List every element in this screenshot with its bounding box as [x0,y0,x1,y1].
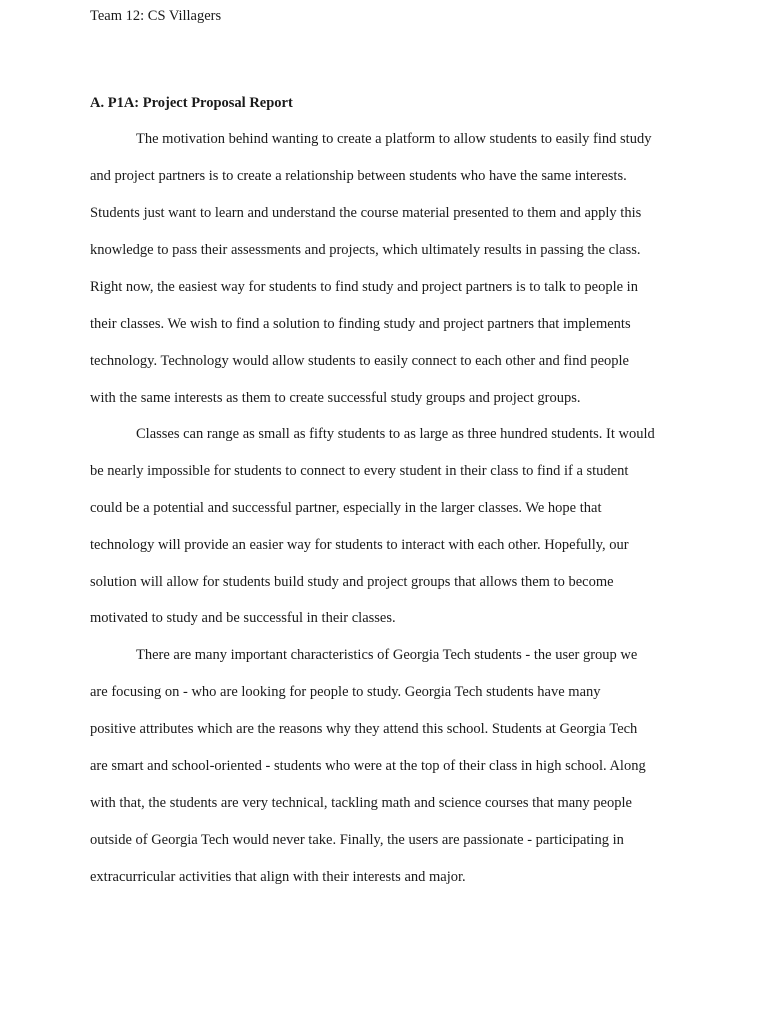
paragraph-1-line-8: with the same interests as them to create successful study groups and project groups. [90,390,581,406]
paragraph-2-line-4: technology will provide an easier way for students to interact with each other. Hopefully, our [90,537,629,553]
paragraph-2-line-5: solution will allow for students build study and project groups that allows them to become [90,574,614,590]
paragraph-2-line-1: Classes can range as small as fifty students to as large as three hundred students. It would [136,426,655,442]
paragraph-3-line-6: outside of Georgia Tech would never take. Finally, the users are passionate - participating in [90,832,624,848]
paragraph-1-line-7: technology. Technology would allow students to easily connect to each other and find people [90,353,629,369]
paragraph-1-line-4: knowledge to pass their assessments and projects, which ultimately results in passing the class. [90,242,641,258]
paragraph-3-line-1: There are many important characteristics of Georgia Tech students - the user group we [136,647,638,663]
paragraph-3-line-2: are focusing on - who are looking for people to study. Georgia Tech students have many [90,684,601,700]
paragraph-2-line-2: be nearly impossible for students to connect to every student in their class to find if a student [90,463,629,479]
paragraph-1-line-3: Students just want to learn and understand the course material presented to them and apply this [90,205,642,221]
paragraph-3-line-5: with that, the students are very technical, tackling math and science courses that many people [90,795,632,811]
paragraph-2-line-6: motivated to study and be successful in their classes. [90,610,396,626]
paragraph-1-line-2: and project partners is to create a relationship between students who have the same interests. [90,168,627,184]
section-heading: A. P1A: Project Proposal Report [90,95,293,111]
paragraph-1-line-5: Right now, the easiest way for students to find study and project partners is to talk to people in [90,279,638,295]
paragraph-1-line-1: The motivation behind wanting to create a platform to allow students to easily find study [136,131,652,147]
paragraph-3-line-4: are smart and school-oriented - students who were at the top of their class in high school. Along [90,758,646,774]
paragraph-3-line-3: positive attributes which are the reasons why they attend this school. Students at Georgia Tech [90,721,638,737]
paragraph-1-line-6: their classes. We wish to find a solution to finding study and project partners that implements [90,316,631,332]
paragraph-3-line-7: extracurricular activities that align with their interests and major. [90,869,466,885]
running-header: Team 12: CS Villagers [90,8,222,24]
paragraph-2-line-3: could be a potential and successful partner, especially in the larger classes. We hope that [90,500,602,516]
